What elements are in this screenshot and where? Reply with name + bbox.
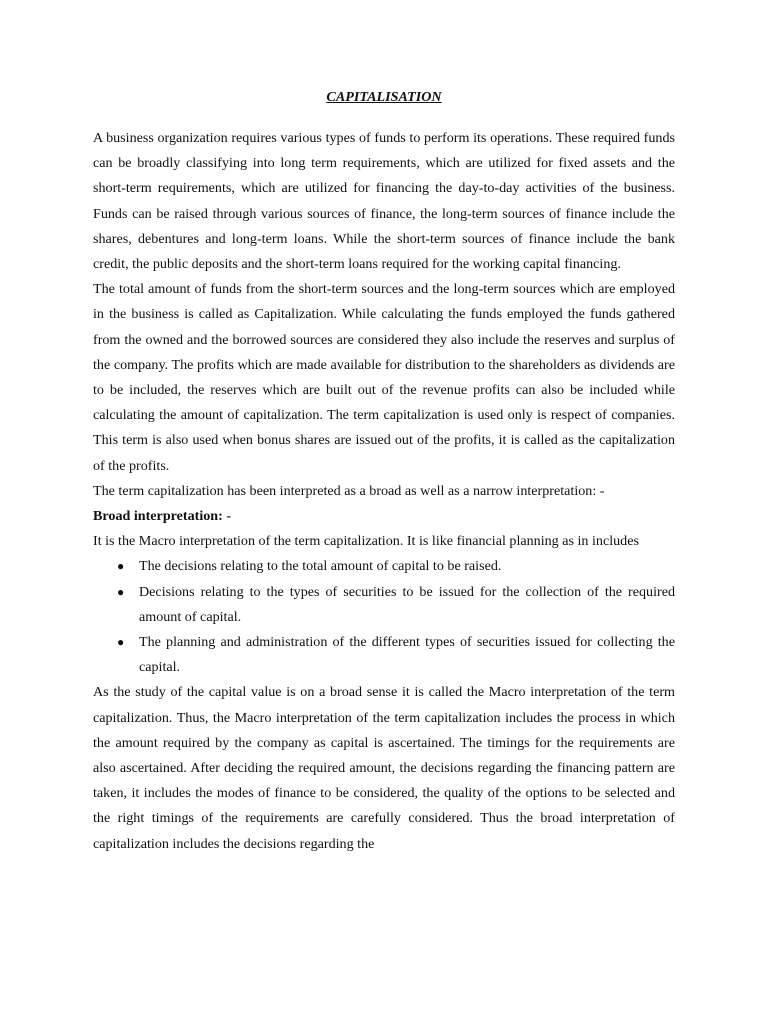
list-item <box>117 554 675 579</box>
capitalization-definition-paragraph: The total amount of funds from the short-term sources and the long-term sources which are employed in the business is called as Capitalization. While calculating the funds employed the funds gathered from the owned and the borrowed sources are considered they also include the reserves and surplus of the company. The profits which are made available for distribution to the shareholders as dividends are to be included, the reserves which are built out of the revenue profits can also be included while calculating the amount of capitalization. The term capitalization is used only is respect of companies. This term is also used when bonus shares are issued out of the profits, it is called as the capitalization of the profits. <box>93 281 675 474</box>
list-item <box>117 580 675 630</box>
macro-process-paragraph: As the study of the capital value is on a broad sense it is called the Macro interpretation of the term capitalization. Thus, the Macro interpretation of the term capitalization includes the process in which the amount required by the company as capital is ascertained. The timings for the requirements are also ascertained. After deciding the required amount, the decisions regarding the financing pattern are taken, it includes the modes of finance to be considered, the quality of the options to be selected and the right timings of the requirements are carefully considered. Thus the broad interpretation of capitalization includes the decisions regarding the <box>93 684 675 852</box>
bullet-icon: ● <box>117 584 125 599</box>
intro-paragraph: A business organization requires various types of funds to perform its operations. These required funds can be broadly classifying into long term requirements, which are utilized for fixed assets and the short-term requirements, which are utilized for financing the day-to-day activities of the business. Funds can be raised through various sources of finance, the long-term sources of finance include the shares, debentures and long-term loans. While the short-term sources of finance include the bank credit, the public deposits and the short-term loans required for the working capital financing. <box>93 130 675 273</box>
decisions-list <box>93 554 675 680</box>
document-page <box>93 86 675 857</box>
list-item-text: The decisions relating to the total amount of capital to be raised. <box>139 558 502 575</box>
interpretation-intro-paragraph: The term capitalization has been interpreted as a broad as well as a narrow interpretation: - <box>93 482 605 499</box>
list-item <box>117 630 675 680</box>
page-title: CAPITALISATION <box>326 89 442 105</box>
broad-interpretation-heading: Broad interpretation: - <box>93 508 232 525</box>
bullet-icon: ● <box>117 635 125 650</box>
list-item-text: Decisions relating to the types of securities to be issued for the collection of the required amount of capital. <box>139 583 675 625</box>
macro-interpretation-paragraph: It is the Macro interpretation of the term capitalization. It is like financial planning as in includes <box>93 533 639 550</box>
list-item-text: The planning and administration of the different types of securities issued for collecting the capital. <box>139 634 675 676</box>
bullet-icon: ● <box>117 559 125 574</box>
